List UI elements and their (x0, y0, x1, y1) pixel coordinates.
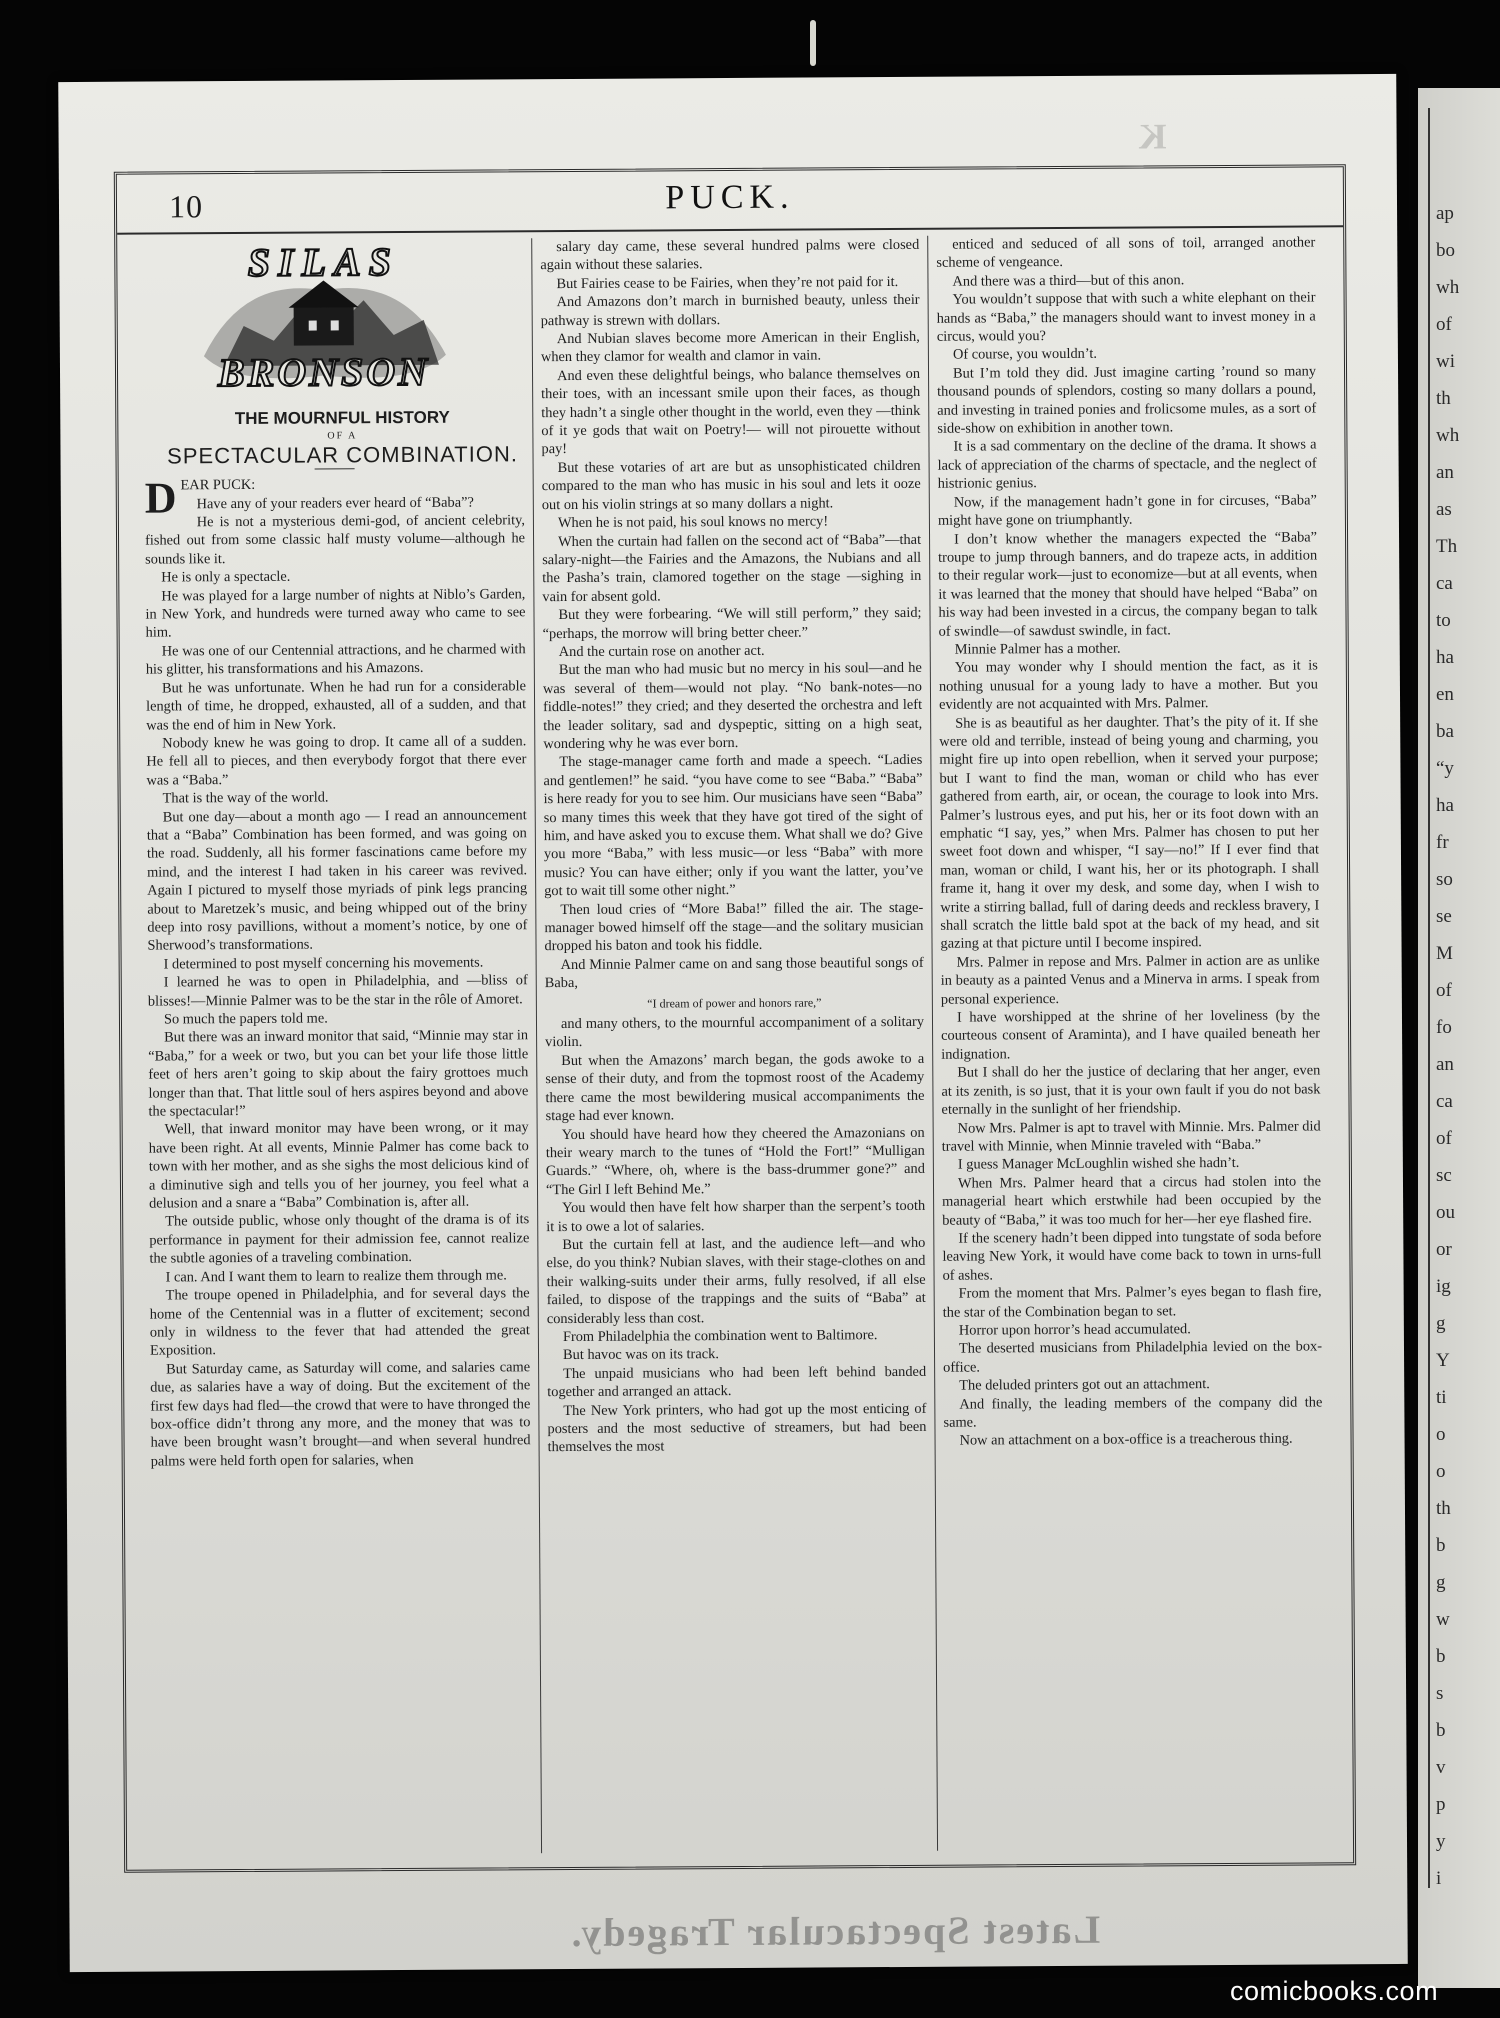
paragraph: But Saturday came, as Saturday will come, and salaries came due, as salaries have a way of doing. But the excitement of the first few days had fled—the crowd that were to have thronged the box-office didn’t throng any more, and the money that was to have been brought wasn’t brought—and when several hundred palms were held forth open for salaries, when (150, 1358, 531, 1470)
silas-bronson-illustration (143, 238, 524, 406)
paragraph: The stage-manager came forth and made a speech. “Ladies and gentlemen!” he said. “you have come to see “Baba.” “Baba” is here ready for you to see him. Our musicians have seen “Baba” so many times this week that they have got tired of the sight of him, and have asked you to excuse them. What shall we do? Give you more “Baba,” with less music—or less “Baba” with more music? You can have either; only if you want the latter, you’ve got to wait till some other night.” (543, 752, 924, 900)
adjacent-page-fragment: b (1436, 1535, 1446, 1556)
bleed-through-bottom: Latest Spectacular Tragedy. (569, 1906, 1101, 1956)
paragraph: He is only a spectacle. (161, 568, 291, 586)
paragraph: But he was unfortunate. When he had run for a considerable length of time, he dropped, exhausted, all of a sudden, and that was the end of him in New York. (146, 677, 527, 734)
title-art-icon (183, 238, 464, 406)
page-number: 10 (168, 188, 204, 225)
paragraph: Of course, you wouldn’t. (952, 346, 1098, 364)
title-line-2: OF A (327, 430, 358, 442)
adjacent-page-fragment: ca (1436, 1091, 1453, 1112)
title-divider (315, 469, 355, 470)
adjacent-page-fragment: b (1436, 1720, 1446, 1741)
paragraph: I determined to post myself concerning his movements. (163, 954, 484, 973)
paragraph: salary day came, these several hundred palms were closed again without these salaries. (540, 236, 920, 274)
adjacent-page-fragment: w (1436, 1609, 1450, 1630)
song-quote: “I dream of power and honors rare,” (647, 995, 822, 1011)
adjacent-page-fragment: ca (1436, 573, 1453, 594)
paragraph: The deluded printers got out an attachment. (959, 1376, 1210, 1394)
paragraph: She is as beautiful as her daughter. That’s the pity of it. If she were old and terrible, instead of being young and charming, you might fire up into open rebellion, when it served your purpose; but I want to find the man, woman or child who has ever gathered from earth, air, or ocean, the courage to look into Mrs. Palmer’s lustrous eyes, and put his, her or its foot down with an emphatic “I say, yes,” when Mrs. Palmer has chosen to put her sweet foot down and whisper, “I say—no!” If I ever find that man, woman or child, I want his, her or its photograph. I shall frame it, hang it over my desk, and some day, when I wish to write a stirring ballad, full of daring deeds and reckless bravery, I shall scratch the little bald spot at the back of my head, and sit gazing at that picture until I become inspired. (939, 712, 1320, 953)
paragraph: enticed and seduced of all sons of toil, arranged another scheme of vengeance. (936, 234, 1316, 272)
adjacent-page-fragment: Th (1436, 536, 1458, 557)
adjacent-page-fragment: g (1436, 1572, 1446, 1593)
adjacent-page-fragment: of (1436, 314, 1452, 335)
adjacent-page-fragment: of (1436, 1128, 1452, 1149)
article-columns (135, 233, 1335, 1855)
column-2-text-continued (545, 1013, 927, 1457)
paragraph: From Philadelphia the combination went to Baltimore. (562, 1327, 878, 1346)
adjacent-page-fragment: en (1436, 684, 1454, 705)
paragraph: But the curtain fell at last, and the audience left—and who else, do you think? Nubian slaves, with their stage-clothes on and their walking-suits under their arms, fully resolved, if all else failed, to dispose of the trappings and the suits of “Baba” at considerably less than cost. (546, 1234, 926, 1327)
adjacent-page-fragment: M (1436, 943, 1453, 964)
adjacent-page-fragment: se (1436, 906, 1452, 927)
svg-text:BRONSON: BRONSON (217, 348, 431, 396)
paragraph: But Fairies cease to be Fairies, when they’re not paid for it. (556, 273, 899, 292)
paragraph: It is a sad commentary on the decline of the drama. It shows a lack of appreciation of the charms of spectacle, and the neglect of histrionic genius. (937, 436, 1317, 493)
page-header (117, 167, 1343, 234)
paragraph: But they were forbearing. “We will still perform,” they said; “perhaps, the morrow will bring better cheer.” (542, 604, 922, 642)
paragraph: He was played for a large number of nights at Niblo’s Garden, in New York, and hundreds were turned away who came to see him. (145, 585, 526, 642)
paragraph: Now Mrs. Palmer is apt to travel with Minnie. Mrs. Palmer did travel with Minnie, when Minnie traveled with “Baba.” (941, 1117, 1321, 1155)
paragraph: And Amazons don’t march in burnished beauty, unless their pathway is strewn with dollars. (540, 292, 920, 329)
column-2 (531, 236, 937, 1853)
adjacent-page-fragment: b (1436, 1646, 1446, 1667)
paragraph: I can. And I want them to learn to realize them through me. (165, 1267, 507, 1286)
paragraph: He was one of our Centennial attractions, and he charmed with his glitter, his transformations and his Amazons. (145, 641, 526, 678)
column-3 (927, 233, 1333, 1850)
paragraph: That is the way of the world. (162, 789, 329, 807)
paragraph: Now, if the management hadn’t gone in for circuses, “Baba” might have gone on triumphantly. (937, 492, 1317, 529)
watermark: comicbooks.com (1230, 1976, 1439, 2006)
adjacent-page-fragment: y (1436, 1831, 1446, 1852)
paragraph: Mrs. Palmer in repose and Mrs. Palmer in action are as unlike in beauty as a painted Venus and a Minerva in arms. I speak from personal experience. (940, 952, 1320, 1008)
adjacent-page-fragment: th (1436, 388, 1451, 409)
adjacent-page-fragment: as (1436, 499, 1452, 520)
adjacent-page-fragment: s (1436, 1683, 1444, 1704)
paragraph: But when the Amazons’ march began, the gods awoke to a sense of their duty, and from the topmost roost of the Academy there came the most bewildering musical accompaniments the stage had ever known. (545, 1050, 925, 1125)
svg-text:SILAS: SILAS (247, 239, 400, 285)
salutation-text: EAR PUCK: (180, 477, 256, 494)
paragraph: But there was an inward monitor that said, “Minnie may star in “Baba,” for a week or two, but you can bet your life those little feet of hers aren’t going to skip about the fairy grottoes much longer than that. That little soul of hers aspires beyond and above the spectacular!” (148, 1027, 529, 1120)
paragraph: From the moment that Mrs. Palmer’s eyes began to flash fire, the star of the Combination began to set. (942, 1283, 1322, 1321)
adjacent-page-fragment: fo (1436, 1017, 1452, 1038)
adjacent-page-fragment: bo (1436, 240, 1455, 261)
paragraph: But havoc was on its track. (562, 1346, 719, 1364)
paragraph: The deserted musicians from Philadelphia levied on the box-office. (943, 1338, 1323, 1376)
column-1 (135, 238, 541, 1855)
paragraph: But one day—about a month ago — I read an announcement that a “Baba” Combination has been formed, and was going on the road. Suddenly, all his former fascinations came before my mind, and the interest I had taken in his career was revived. Again I pictured to myself those myriads of pink legs prancing about to Maretzek’s music, and being whipped out of the briny deep into rosy pavillions, without a moment’s notice, by one of Sherwood’s transformations. (146, 806, 528, 954)
paragraph: When Mrs. Palmer heard that a circus had stolen into the managerial heart which erstwhile had been occupied by the beauty of “Baba,” it was too much for her—her eye flashed fire. (942, 1173, 1322, 1229)
paragraph: and many others, to the mournful accompaniment of a solitary violin. (545, 1013, 925, 1051)
adjacent-page-fragment: th (1436, 1498, 1451, 1519)
paragraph: You wouldn’t suppose that with such a white elephant on their hands as “Baba,” the managers should want to invest money in a circus, would you? (936, 289, 1316, 345)
binding-mark (810, 20, 816, 66)
paragraph: I guess Manager McLoughlin wished she hadn’t. (957, 1155, 1240, 1173)
paragraph: You may wonder why I should mention the fact, as it is nothing unusual for a young lady to have a mother. But you evidently are not acquainted with Mrs. Palmer. (938, 657, 1318, 713)
adjacent-page-fragment: an (1436, 1054, 1454, 1075)
title-line-1: THE MOURNFUL HISTORY (234, 407, 450, 429)
adjacent-page-fragment: fr (1436, 832, 1449, 853)
paragraph: Horror upon horror’s head accumulated. (958, 1321, 1191, 1339)
adjacent-page-fragment: ou (1436, 1202, 1455, 1223)
paragraph: I learned he was to open in Philadelphia, and —bliss of blisses!—Minnie Palmer was to be the star in the rôle of Amoret. (147, 972, 528, 1010)
column-1-text (145, 493, 531, 1471)
adjacent-page-fragment: ha (1436, 647, 1454, 668)
adjacent-page-fragment: wi (1436, 351, 1455, 372)
paragraph: Then loud cries of “More Baba!” filled the air. The stage-manager bowed himself off the stage—and the solitary musician dropped his baton and took his fiddle. (544, 899, 924, 955)
paragraph: You would then have felt how sharper than the serpent’s tooth it is to owe a lot of salaries. (546, 1197, 926, 1235)
adjacent-page-fragment: an (1436, 462, 1454, 483)
paragraph: He is not a mysterious demi-god, of ancient celebrity, fished out from some classic half musty volume—although he sounds like it. (144, 512, 526, 568)
adjacent-page-fragment: ha (1436, 795, 1454, 816)
masthead-title: PUCK. (665, 178, 795, 217)
paragraph: Well, that inward monitor may have been wrong, or it may have been right. At all events, Minnie Palmer has come back to town with her mother, and as she sighs the most delicious kind of a diminutive sigh and tells you of her journey, you feel what a delusion and a snare a “Baba” Combination is, after all. (148, 1119, 530, 1212)
paragraph: The New York printers, who had got up the most enticing of posters and the most seductive of streamers, but had been themselves the most (547, 1400, 927, 1456)
paragraph: I have worshipped at the shrine of her loveliness (by the courteous consent of Araminta), and I have quailed beneath her indignation. (941, 1007, 1321, 1063)
paragraph: Nobody knew he was going to drop. It came all of a sudden. He fell all to pieces, and then everybody forgot that there ever was a “Baba.” (146, 733, 527, 789)
adjacent-page-fragment: p (1436, 1794, 1446, 1815)
paragraph: But I’m told they did. Just imagine carting ’round so many thousand pounds of splendors, costing so many dollars a pound, and investing in trained ponies and frolicsome mules, as a sort of side-show on exhibition in another town. (937, 363, 1317, 437)
paragraph: Minnie Palmer has a mother. (954, 640, 1121, 658)
paragraph: Have any of your readers ever heard of “Baba”? (196, 494, 474, 512)
page-frame (114, 164, 1356, 1872)
paragraph: And Minnie Palmer came on and sang those beautiful songs of Baba, (544, 954, 924, 992)
paragraph: The unpaid musicians who had been left behind banded together and arranged an attack. (547, 1363, 927, 1401)
adjacent-page-fragment: g (1436, 1313, 1446, 1334)
adjacent-page-fragment: or (1436, 1239, 1452, 1260)
paragraph: When he is not paid, his soul knows no mercy! (557, 513, 829, 532)
paragraph: Now an attachment on a box-office is a treacherous thing. (959, 1430, 1293, 1450)
column-3-text (936, 233, 1322, 1450)
paragraph: When the curtain had fallen on the second act of “Baba”—that salary-night—the Fairies and the Amazons, the Nubians and all the Pasha’s train, clamored together on the stage —sighing in vain for absent gold. (542, 531, 922, 605)
paragraph: But these votaries of art are but as unsophisticated children compared to the man who has music in his soul and lets it ooze out on his violin strings at so many dollars a night. (541, 457, 921, 513)
bleed-through-top: K (1138, 116, 1167, 157)
adjacent-page-fragment: o (1436, 1424, 1446, 1445)
column-2-text (540, 236, 924, 993)
paragraph: And Nubian slaves become more American in their English, when they clamor for wealth and clamor in vain. (540, 328, 920, 366)
magazine-page (58, 74, 1408, 1972)
adjacent-page-fragment: sc (1436, 1165, 1452, 1186)
adjacent-page-fragment: Y (1436, 1350, 1450, 1371)
paragraph: The outside public, whose only thought of the drama is of its performance in payment for their admission fee, cannot realize the subtle agonies of a traveling combination. (149, 1211, 530, 1267)
adjacent-page-fragment: of (1436, 980, 1452, 1001)
paragraph: If the scenery hadn’t been dipped into tungstate of soda before leaving New York, it would have come back to town in urns-full of ashes. (942, 1228, 1322, 1284)
paragraph: But the man who had music but no mercy in his soul—and he was several of them—would not play. “No bank-notes—no fiddle-notes!” they cried; and they deserted the orchestra and left the leader solitary, sad and dyspeptic, sitting on a high seat, wondering why he was ever born. (542, 660, 923, 753)
adjacent-page-fragment: ti (1436, 1387, 1447, 1408)
paragraph: So much the papers told me. (163, 1010, 328, 1028)
adjacent-page-fragment: to (1436, 610, 1451, 631)
adjacent-page-fragment: i (1436, 1868, 1442, 1889)
paragraph: And there was a third—but of this anon. (952, 272, 1185, 290)
paragraph: But I shall do her the justice of declaring that her anger, even at its zenith, is so just, that it is your own fault if you do not bask eternally in the sunlight of her friendship. (941, 1062, 1321, 1118)
adjacent-page-fragment: ig (1436, 1276, 1451, 1297)
adjacent-page-fragment: v (1436, 1757, 1446, 1778)
paragraph: I don’t know whether the managers expected the “Baba” troupe to jump through banners, and do trapeze acts, in addition to their regular work—just to economize—but at all events, when it was learned that the money that should have helped “Baba” on his way had been invested in a circus, the company began to talk of swindle—of sawdust swindle, in fact. (938, 528, 1318, 640)
paragraph: You should have heard how they cheered the Amazonians on their weary march to the tunes of “Hold the Fort!” “Mulligan Guards.” “Where, oh, where is the bass-drummer gone?” and “The Girl I left Behind Me.” (545, 1124, 925, 1198)
adjacent-page-fragment: so (1436, 869, 1453, 890)
paragraph: And even these delightful beings, who balance themselves on their toes, with an incessant smile upon their faces, as though they hadn’t a single other thought in the world, even they —think of it ye gods that wait on Poetry!— will not pirouette without pay! (541, 365, 921, 458)
title-line-3: SPECTACULAR COMBINATION. (167, 441, 518, 469)
adjacent-page-fragment: ba (1436, 721, 1454, 742)
drop-cap: D (144, 473, 177, 523)
adjacent-page-fragment: wh (1436, 277, 1460, 298)
adjacent-page-fragment: o (1436, 1461, 1446, 1482)
adjacent-page (1418, 88, 1500, 1988)
adjacent-page-fragment: ap (1436, 203, 1454, 224)
paragraph: And the curtain rose on another act. (558, 642, 765, 660)
paragraph: The troupe opened in Philadelphia, and for several days the home of the Centennial was in a flutter of excitement; second only in wildness to the fever that had attended the great Exposition. (149, 1285, 530, 1359)
paragraph: And finally, the leading members of the company did the same. (943, 1394, 1323, 1431)
adjacent-page-fragment: wh (1436, 425, 1460, 446)
adjacent-page-fragment: “y (1436, 758, 1454, 779)
